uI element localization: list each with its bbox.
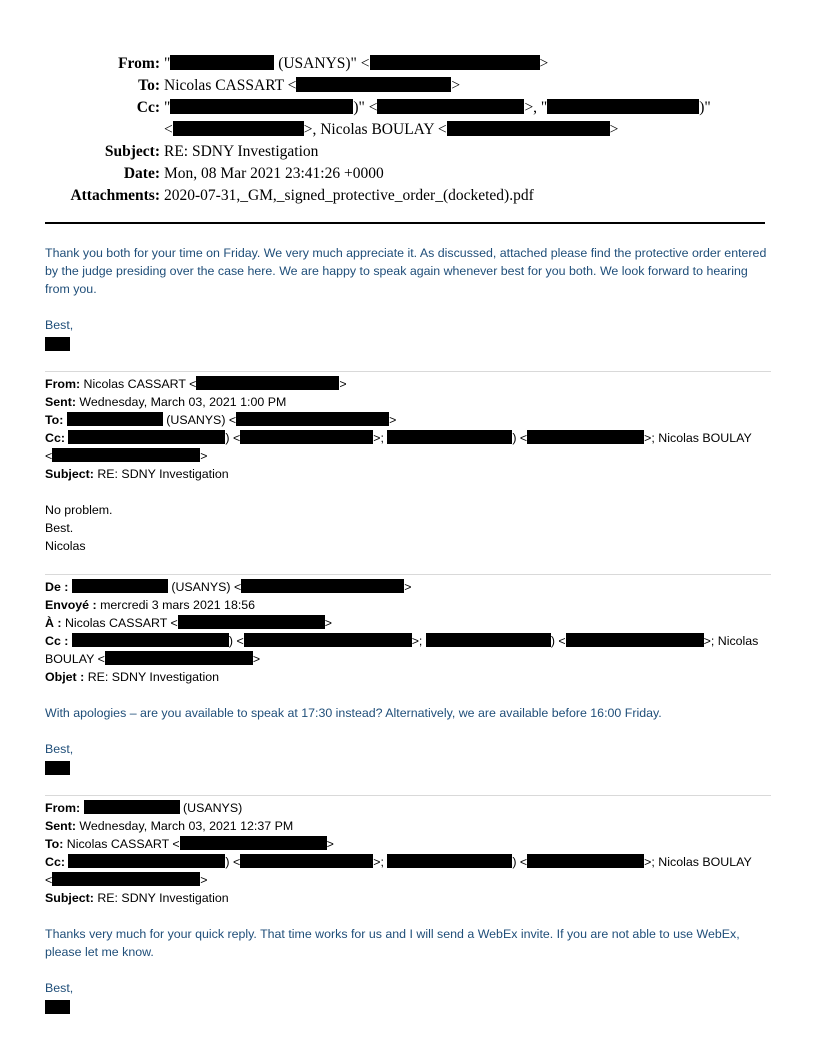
redaction-box <box>84 800 180 814</box>
text: >; Nicolas <box>703 634 759 648</box>
header-date-row <box>0 163 816 185</box>
redacted-signature <box>45 1000 70 1014</box>
header-attachments-row <box>0 185 816 207</box>
redaction-box <box>387 854 512 868</box>
meta-cc-cont <box>45 650 771 668</box>
meta-label: Envoyé : <box>45 598 97 612</box>
text: >; Nicolas BOULAY <box>644 431 752 445</box>
text: > <box>252 652 261 666</box>
text: Wednesday, March 03, 2021 12:37 PM <box>75 819 294 833</box>
meta-cc <box>45 429 771 447</box>
header-cc-row <box>0 97 816 119</box>
header-from-row <box>0 53 816 75</box>
meta-label: Subject: <box>45 467 94 481</box>
message-paragraph: Thank you both for your time on Friday. We very much appreciate it. As discussed, attached please find the protective order entered by the judge presiding over the case here. We are happy to speak again whenever best for you both. We look forward to hearing from you. <box>45 246 767 296</box>
text: >; <box>411 634 426 648</box>
redaction-box <box>547 99 699 114</box>
message-closing: Best, <box>45 742 74 756</box>
text: " <box>164 99 171 116</box>
attachment-link[interactable]: 2020-07-31,_GM,_signed_protective_order_(docketed).pdf <box>164 187 534 204</box>
header-to-row <box>0 75 816 97</box>
meta-sent <box>45 596 771 614</box>
header-to-label: To: <box>138 77 160 94</box>
message-paragraph: With apologies – are you available to speak at 17:30 instead? Alternatively, we are available before 16:00 Friday. <box>45 706 662 720</box>
meta-label: From: <box>45 377 81 391</box>
text: BOULAY < <box>45 652 105 666</box>
redaction-box <box>173 121 304 136</box>
redaction-box <box>178 615 325 629</box>
meta-subject <box>45 668 771 686</box>
message-line: Nicolas <box>45 539 86 553</box>
meta-cc-cont <box>45 447 771 465</box>
header-cc-label: Cc: <box>136 99 160 116</box>
header-subject-label: Subject: <box>104 143 160 160</box>
text: Nicolas CASSART < <box>80 377 197 391</box>
meta-cc <box>45 853 771 871</box>
meta-label: Objet : <box>45 670 85 684</box>
message-paragraph: Thanks very much for your quick reply. That time works for us and I will send a WebEx invite. If you are not able to use WebEx, please let me know. <box>45 927 740 959</box>
meta-to <box>45 835 771 853</box>
redaction-box <box>387 430 512 444</box>
redaction-box <box>447 121 610 136</box>
redaction-box <box>72 579 168 593</box>
redaction-box <box>370 55 540 70</box>
text: > <box>539 55 549 72</box>
text: > <box>609 121 619 138</box>
meta-label: À : <box>45 616 62 630</box>
redaction-box <box>67 412 163 426</box>
redaction-box <box>72 633 229 647</box>
redacted-signature <box>45 761 70 775</box>
message-separator <box>45 371 771 372</box>
text: ) < <box>550 634 566 648</box>
text: RE: SDNY Investigation <box>84 670 220 684</box>
redaction-box <box>170 99 353 114</box>
redaction-box <box>68 854 225 868</box>
text: mercredi 3 mars 2021 18:56 <box>96 598 256 612</box>
meta-subject <box>45 465 771 483</box>
text: (USANYS) <box>179 801 243 815</box>
text: > <box>324 616 333 630</box>
header-subject-value: RE: SDNY Investigation <box>164 143 319 160</box>
meta-from <box>45 375 771 393</box>
text: >; Nicolas BOULAY <box>644 855 752 869</box>
meta-cc-cont <box>45 871 771 889</box>
text: RE: SDNY Investigation <box>93 891 229 905</box>
redaction-box <box>527 430 644 444</box>
message-3 <box>45 578 771 775</box>
text: Nicolas CASSART < <box>61 616 178 630</box>
header-subject-row <box>0 141 816 163</box>
text: RE: SDNY Investigation <box>93 467 229 481</box>
redaction-box <box>52 872 200 886</box>
header-cc-value-2 <box>164 119 618 141</box>
text: ) < <box>512 431 528 445</box>
text: >, " <box>524 99 548 116</box>
redaction-box <box>244 633 412 647</box>
text: > <box>200 873 208 887</box>
meta-from <box>45 799 771 817</box>
text: >; <box>373 431 388 445</box>
text: > <box>200 449 208 463</box>
header-cc-row-2 <box>0 119 816 141</box>
text: ) < <box>225 431 241 445</box>
redaction-box <box>196 376 339 390</box>
text: > <box>389 413 397 427</box>
text: )" < <box>353 99 378 116</box>
text: > <box>339 377 347 391</box>
meta-cc <box>45 632 771 650</box>
meta-label: Sent: <box>45 819 76 833</box>
header-from-value <box>164 53 548 75</box>
email-header <box>0 53 816 207</box>
meta-sent <box>45 393 771 411</box>
redaction-box <box>170 55 274 70</box>
meta-label: To: <box>45 413 64 427</box>
text: >, Nicolas BOULAY < <box>303 121 447 138</box>
header-date-label: Date: <box>123 165 160 182</box>
meta-label: Sent: <box>45 395 76 409</box>
meta-label: Cc : <box>45 634 69 648</box>
text: < <box>45 449 53 463</box>
message-closing: Best, <box>45 981 74 995</box>
meta-label: Cc: <box>45 431 65 445</box>
message-line: No problem. <box>45 503 113 517</box>
meta-to <box>45 411 771 429</box>
redaction-box <box>566 633 704 647</box>
meta-to <box>45 614 771 632</box>
redaction-box <box>377 99 524 114</box>
text: ) < <box>225 855 241 869</box>
meta-label: Subject: <box>45 891 94 905</box>
meta-from <box>45 578 771 596</box>
redaction-box <box>105 651 253 665</box>
message-line: Best. <box>45 521 74 535</box>
text: > <box>326 837 334 851</box>
redacted-signature <box>45 337 70 351</box>
text: (USANYS) < <box>167 580 242 594</box>
meta-label: De : <box>45 580 69 594</box>
header-divider <box>45 222 765 224</box>
message-separator <box>45 574 771 575</box>
message-2 <box>45 375 771 555</box>
text: " <box>164 55 171 72</box>
message-separator <box>45 795 771 796</box>
text: Nicolas CASSART < <box>63 837 180 851</box>
redaction-box <box>426 633 551 647</box>
header-attachments-label: Attachments: <box>70 187 160 204</box>
text: > <box>404 580 412 594</box>
meta-label: To: <box>45 837 64 851</box>
redaction-box <box>527 854 644 868</box>
header-date-value: Mon, 08 Mar 2021 23:41:26 +0000 <box>164 165 384 182</box>
message-1-body <box>45 244 771 351</box>
text: >; <box>373 855 388 869</box>
meta-subject <box>45 889 771 907</box>
text: )" <box>699 99 711 116</box>
text: < <box>164 121 173 138</box>
redaction-box <box>180 836 327 850</box>
redaction-box <box>68 430 225 444</box>
text: (USANYS)" < <box>274 55 370 72</box>
redaction-box <box>240 430 373 444</box>
header-to-value <box>164 75 460 97</box>
text: (USANYS) < <box>162 413 237 427</box>
message-4 <box>45 799 771 1014</box>
meta-sent <box>45 817 771 835</box>
redaction-box <box>52 448 200 462</box>
text: > <box>451 77 461 94</box>
message-closing: Best, <box>45 318 74 332</box>
redaction-box <box>236 412 389 426</box>
redaction-box <box>240 854 373 868</box>
meta-label: Cc: <box>45 855 65 869</box>
text: ) < <box>228 634 244 648</box>
redaction-box <box>241 579 404 593</box>
header-cc-value <box>164 97 711 119</box>
redaction-box <box>296 77 451 92</box>
text: < <box>45 873 53 887</box>
text: Nicolas CASSART < <box>164 77 297 94</box>
text: Wednesday, March 03, 2021 1:00 PM <box>75 395 287 409</box>
spacer <box>0 119 164 141</box>
text: ) < <box>512 855 528 869</box>
meta-label: From: <box>45 801 81 815</box>
header-from-label: From: <box>118 55 160 72</box>
